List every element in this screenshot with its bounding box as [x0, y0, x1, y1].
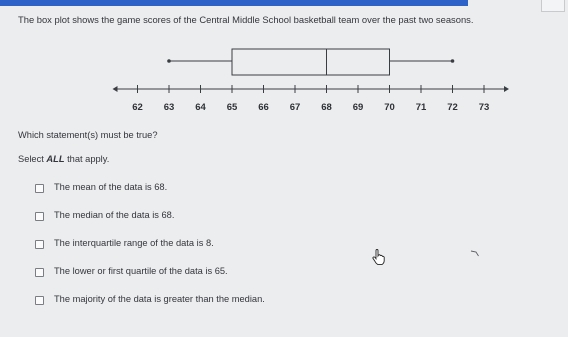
corner-tab	[541, 0, 565, 12]
instruction-text	[18, 154, 109, 164]
checkbox[interactable]	[35, 296, 44, 305]
option-label: The mean of the data is 68.	[54, 182, 168, 192]
box-plot	[112, 42, 512, 124]
option-label: The interquartile range of the data is 8.	[54, 238, 214, 248]
tick-label: 64	[195, 102, 206, 113]
tick-label: 70	[384, 102, 395, 113]
option-iqr[interactable]	[35, 238, 265, 266]
left-arrow-icon	[113, 86, 118, 92]
instruction-prefix: Select	[18, 154, 47, 164]
checkbox[interactable]	[35, 184, 44, 193]
maximum-point	[451, 59, 455, 63]
answer-options	[35, 182, 265, 322]
tick-label: 63	[163, 102, 175, 113]
instruction-suffix: that apply.	[64, 154, 110, 164]
right-arrow-icon	[504, 86, 509, 92]
option-label: The lower or first quartile of the data is 65.	[54, 266, 228, 276]
checkbox[interactable]	[35, 212, 44, 221]
interquartile-box	[232, 49, 390, 75]
tick-label: 68	[321, 102, 332, 113]
option-median[interactable]	[35, 210, 265, 238]
instruction-emphasis: ALL	[46, 154, 65, 164]
check-mark-icon	[470, 249, 480, 257]
tick-label: 62	[132, 102, 143, 113]
tick-label: 66	[258, 102, 269, 113]
tick-label: 65	[226, 102, 238, 113]
tick-label: 69	[352, 102, 364, 113]
option-label: The median of the data is 68.	[54, 210, 175, 220]
tick-label: 73	[478, 102, 490, 113]
option-majority[interactable]	[35, 294, 265, 322]
minimum-point	[167, 59, 171, 63]
option-first-quartile[interactable]	[35, 266, 265, 294]
option-mean[interactable]	[35, 182, 265, 210]
hand-pointer-icon	[372, 249, 385, 265]
tick-label: 71	[415, 102, 427, 113]
question-text: The box plot shows the game scores of the Central Middle School basketball team over the past two seasons.	[18, 14, 474, 25]
checkbox[interactable]	[35, 268, 44, 277]
top-progress-bar	[0, 0, 468, 6]
tick-label: 67	[289, 102, 301, 113]
prompt-text: Which statement(s) must be true?	[18, 130, 158, 140]
option-label: The majority of the data is greater than the median.	[54, 294, 265, 304]
checkbox[interactable]	[35, 240, 44, 249]
tick-label: 72	[447, 102, 458, 113]
